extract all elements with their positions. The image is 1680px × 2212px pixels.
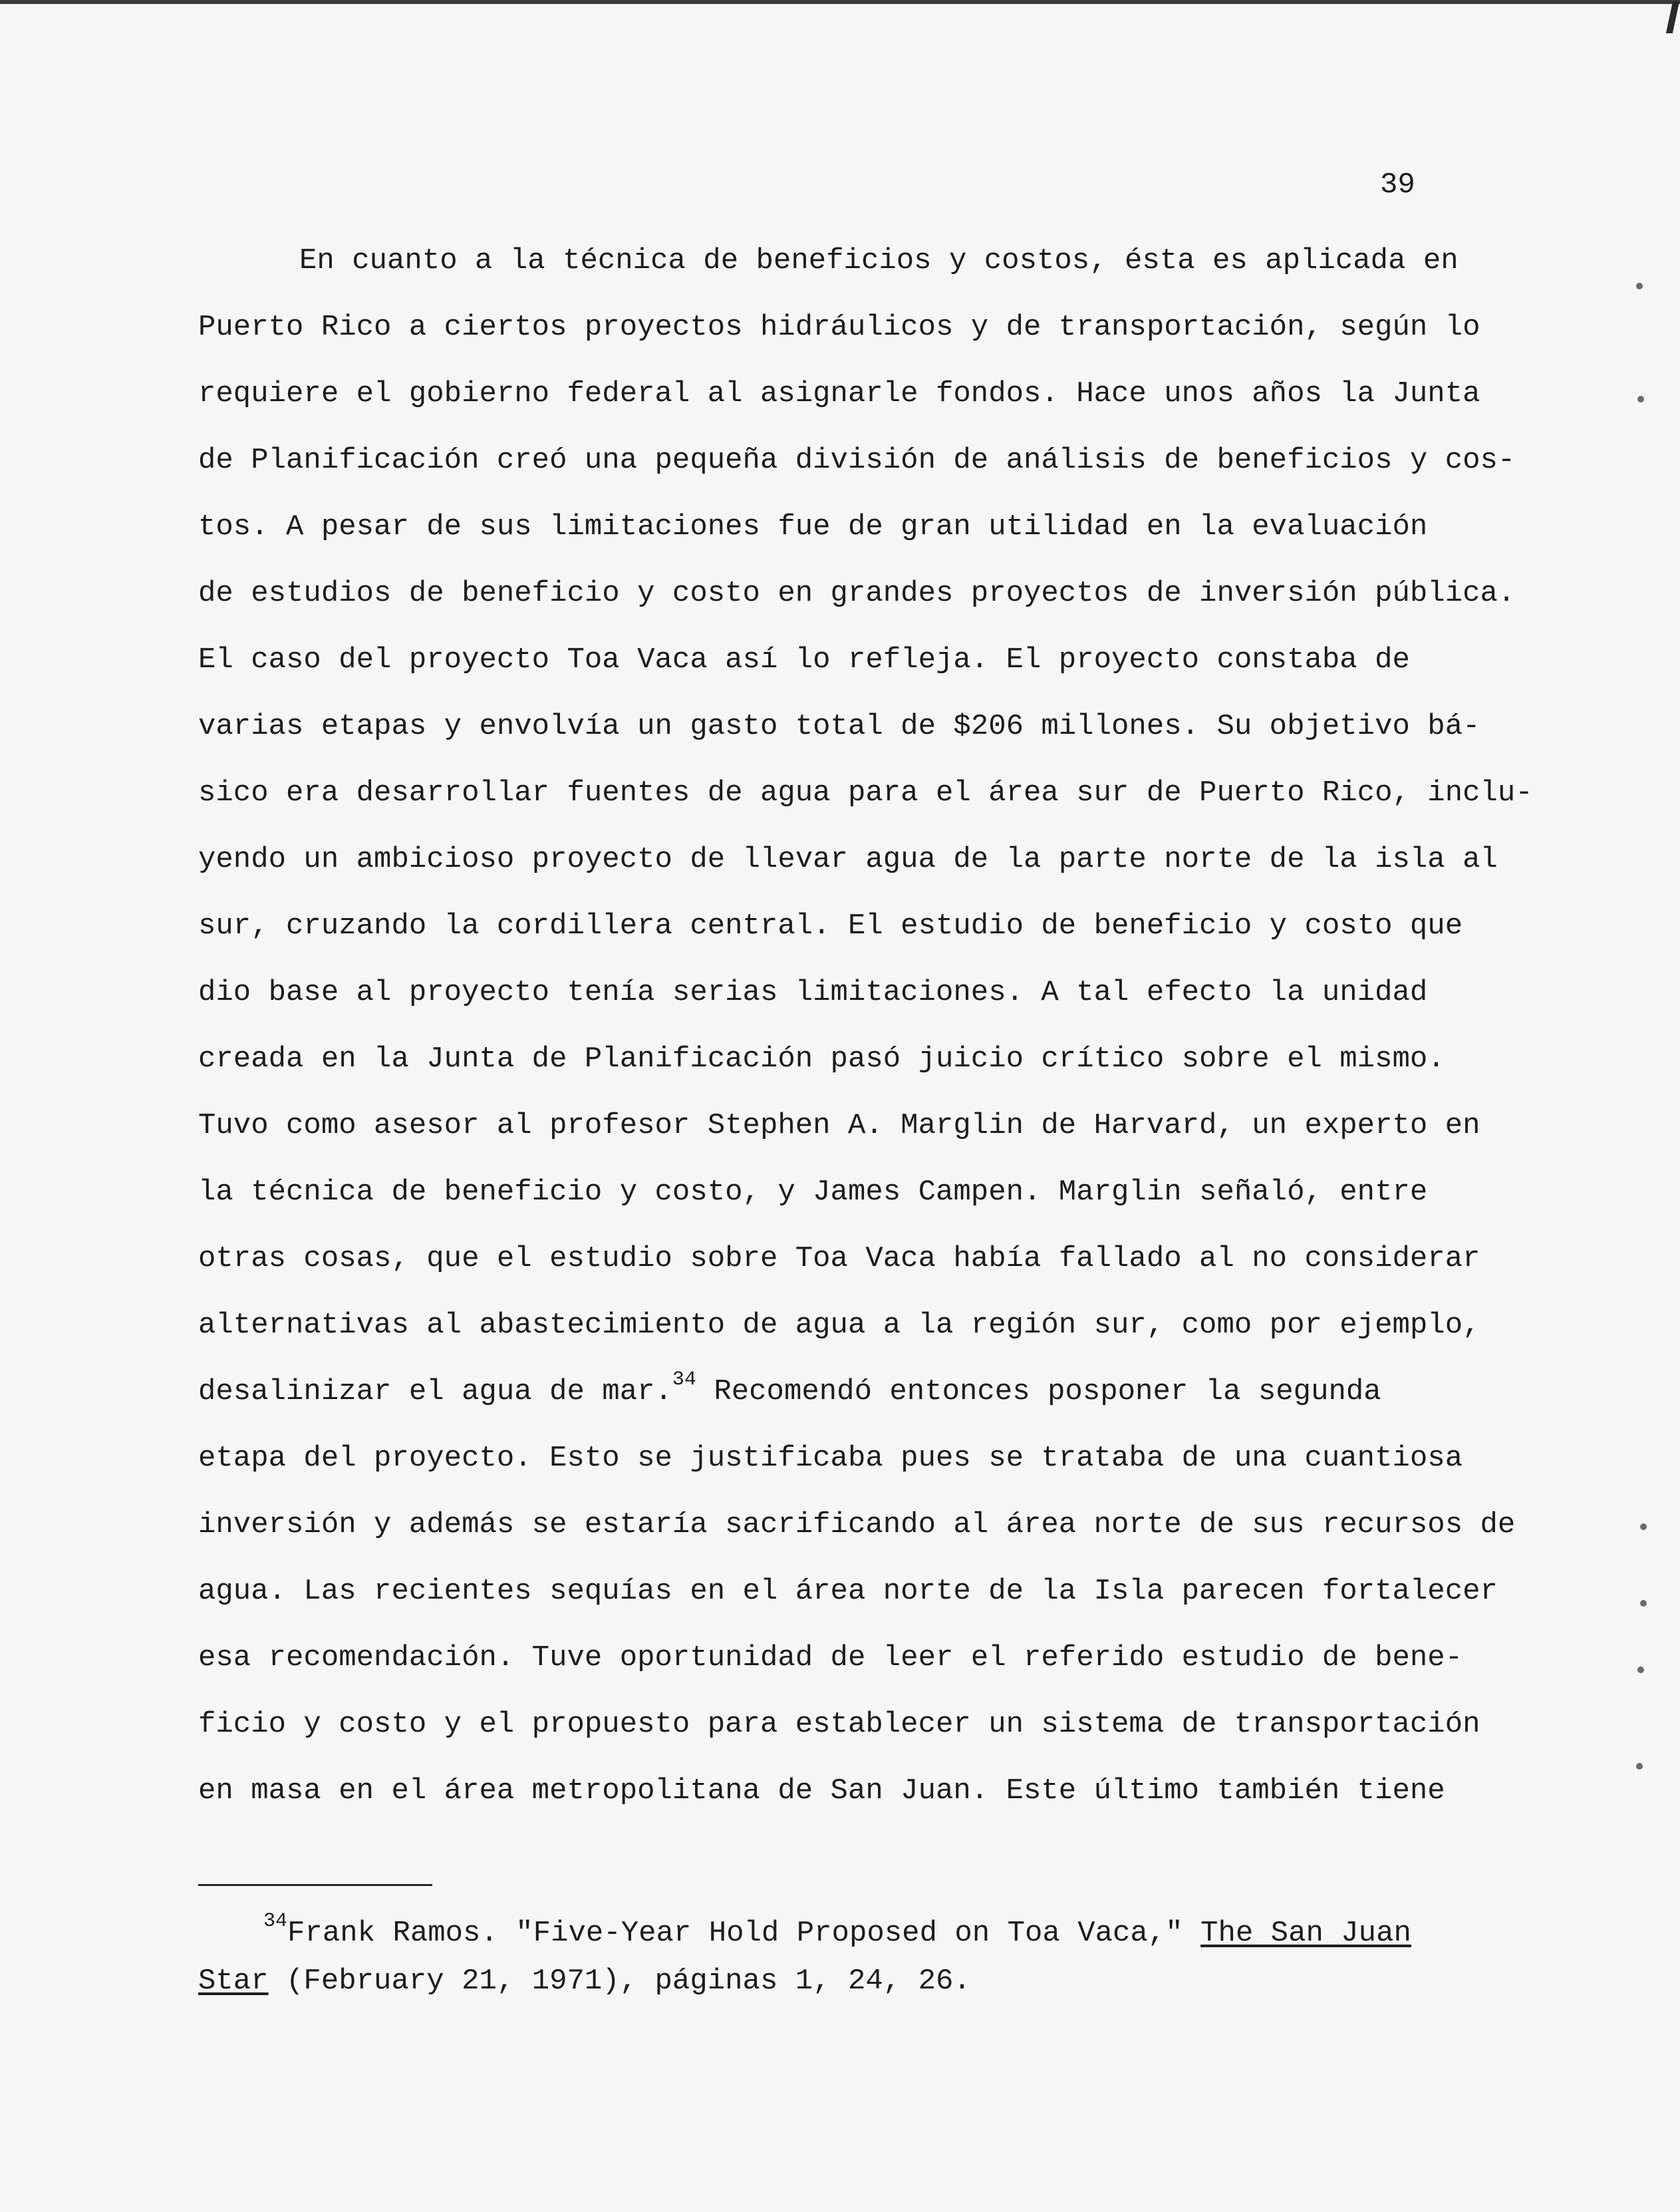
footnote-text: (February 21, 1971), páginas 1, 24, 26.: [268, 1965, 971, 1998]
body-line: creada en la Junta de Planificación pasó juicio crítico sobre el mismo.: [198, 1042, 1445, 1076]
body-text: [198, 228, 1533, 1824]
body-line: ficio y costo y el propuesto para establecer un sistema de transportación: [198, 1708, 1480, 1741]
body-line-text: desalinizar el agua de mar.: [198, 1375, 672, 1408]
body-line: esa recomendación. Tuve oportunidad de leer el referido estudio de bene-: [198, 1641, 1463, 1674]
scan-speck: [1640, 1600, 1647, 1607]
body-line: sico era desarrollar fuentes de agua para el área sur de Puerto Rico, inclu-: [198, 776, 1533, 810]
footnote-line: [198, 1909, 1462, 1957]
body-line: varias etapas y envolvía un gasto total de $206 millones. Su objetivo bá-: [198, 710, 1480, 743]
body-line: agua. Las recientes sequías en el área norte de la Isla parecen fortalecer: [198, 1575, 1498, 1608]
scan-speck: [1636, 283, 1643, 289]
scan-speck: [1636, 1763, 1643, 1770]
footnote-number: 34: [263, 1910, 288, 1933]
body-line: etapa del proyecto. Esto se justificaba pues se trataba de una cuantiosa: [198, 1442, 1463, 1475]
body-line: alternativas al abastecimiento de agua a la región sur, como por ejemplo,: [198, 1309, 1480, 1342]
scan-speck: [1637, 396, 1644, 402]
body-line: otras cosas, que el estudio sobre Toa Vaca había fallado al no considerar: [198, 1242, 1480, 1275]
body-line: en masa en el área metropolitana de San Juan. Este último también tiene: [198, 1774, 1445, 1808]
body-line: En cuanto a la técnica de beneficios y costos, ésta es aplicada en: [299, 244, 1459, 277]
footnote-line: [198, 1957, 1462, 2005]
body-line: sur, cruzando la cordillera central. El estudio de beneficio y costo que: [198, 909, 1463, 943]
scan-speck: [1637, 1666, 1644, 1673]
footnote-publication-title: Star: [198, 1965, 269, 1998]
body-line: Puerto Rico a ciertos proyectos hidráulicos y de transportación, según lo: [198, 311, 1480, 344]
body-line: inversión y además se estaría sacrificando al área norte de sus recursos de: [198, 1508, 1516, 1541]
scan-corner-mark: [1666, 1, 1679, 33]
scan-speck: [1640, 1523, 1647, 1530]
footnote-publication-title: The San Juan: [1200, 1917, 1411, 1950]
body-line: de Planificación creó una pequeña división de análisis de beneficios y cos-: [198, 444, 1516, 477]
page-number: 39: [1380, 168, 1415, 202]
body-line: dio base al proyecto tenía serias limitaciones. A tal efecto la unidad: [198, 976, 1428, 1009]
body-line: Tuvo como asesor al profesor Stephen A. Marglin de Harvard, un experto en: [198, 1109, 1480, 1142]
body-line: requiere el gobierno federal al asignarle fondos. Hace unos años la Junta: [198, 377, 1480, 410]
body-line: de estudios de beneficio y costo en grandes proyectos de inversión pública.: [198, 577, 1516, 610]
footnote: [198, 1909, 1462, 2005]
body-line: yendo un ambicioso proyecto de llevar agua de la parte norte de la isla al: [198, 843, 1498, 876]
footnote-text: Frank Ramos. "Five-Year Hold Proposed on Toa Vaca,": [287, 1917, 1201, 1950]
body-line: la técnica de beneficio y costo, y James Campen. Marglin señaló, entre: [198, 1176, 1428, 1209]
footnote-separator: [198, 1884, 432, 1886]
body-line-with-note: [198, 1358, 1462, 1425]
body-line: tos. A pesar de sus limitaciones fue de gran utilidad en la evaluación: [198, 510, 1428, 544]
footnote-reference: 34: [672, 1368, 696, 1391]
body-line: El caso del proyecto Toa Vaca así lo refleja. El proyecto constaba de: [198, 643, 1410, 677]
page-top-edge: [0, 0, 1680, 4]
body-line-text: Recomendó entonces posponer la segunda: [696, 1375, 1381, 1408]
